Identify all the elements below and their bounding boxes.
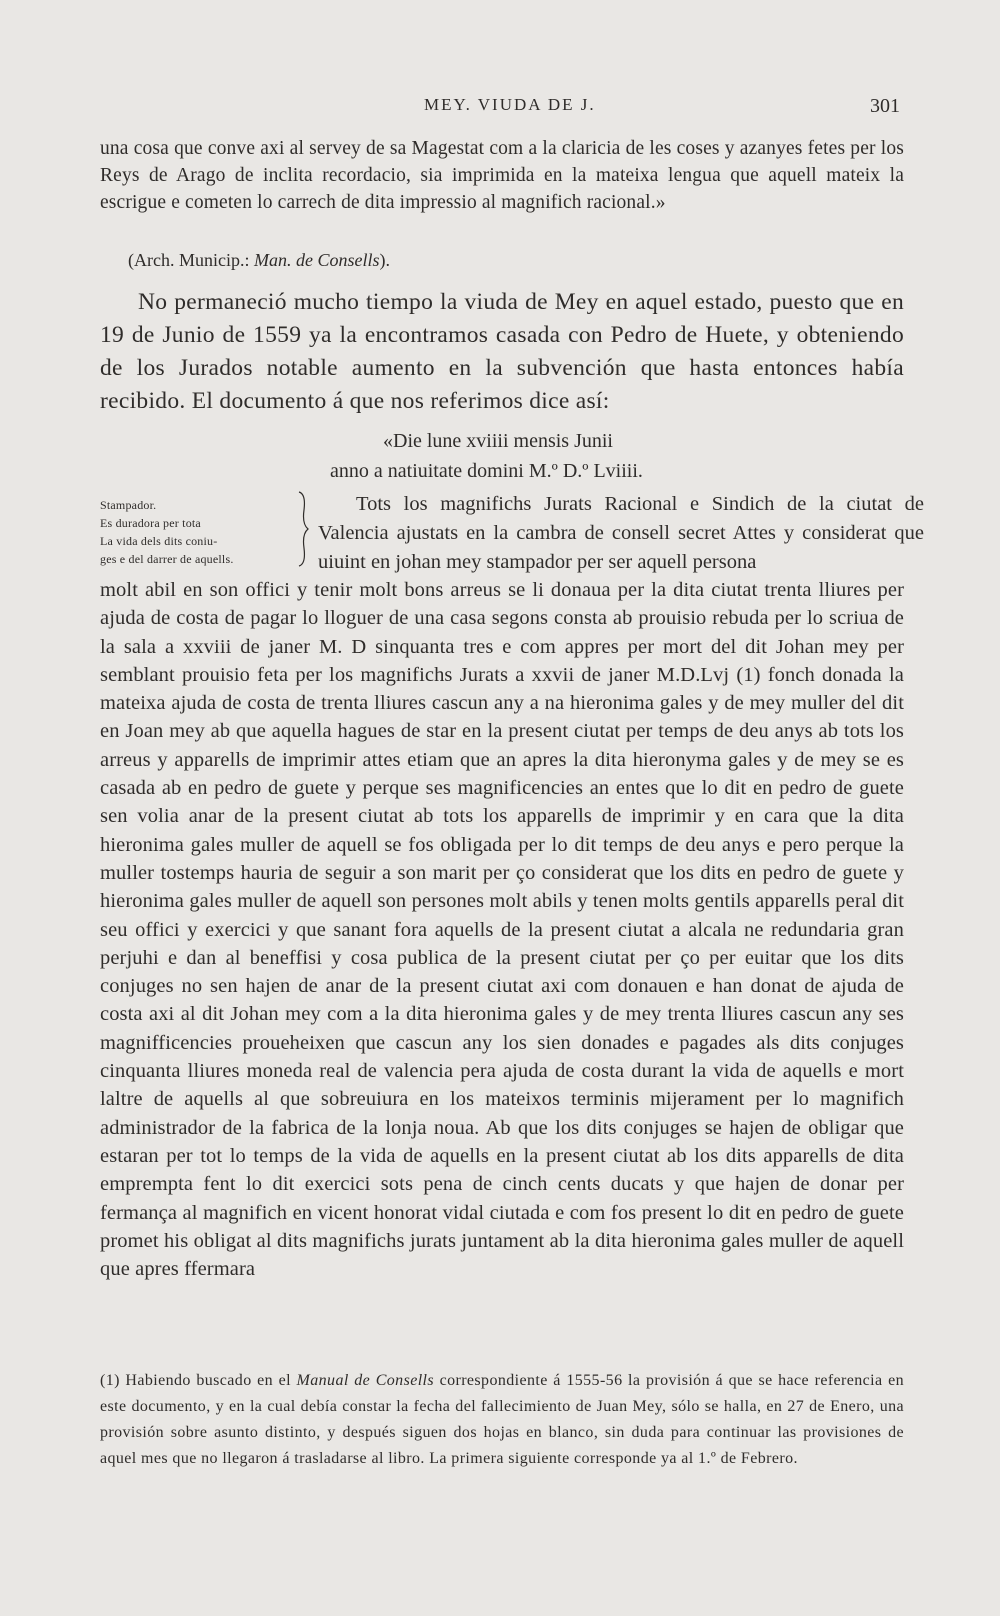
margin-note-line: ges e del darrer de aquells. xyxy=(100,552,234,566)
footnote-marker: (1) xyxy=(100,1372,120,1389)
document-heading-line-2: anno a natiuitate domini M.º D.º Lviiii. xyxy=(330,460,643,482)
body-paragraph: No permaneció mucho tiempo la viuda de Mey en aquel estado, puesto que en 19 de Junio de 1559 ya la encontramos casada con Pedro de Huete, y obteniendo de los Jurados notable aumento en la subvención que hasta entonces había recibido. El documento á que nos referimos dice así: xyxy=(100,289,904,414)
margin-note-line: La vida dels dits coniu- xyxy=(100,534,218,548)
footnote-title: Manual de Consells xyxy=(296,1372,435,1389)
citation-prefix: (Arch. Municip.: xyxy=(128,250,254,270)
running-head: MEY. VIUDA DE J. xyxy=(424,95,596,114)
document-heading-line-1: «Die lune xviiii mensis Junii xyxy=(383,430,613,452)
footnote xyxy=(100,1368,904,1472)
footnote-text: Habiendo buscado en el xyxy=(119,1372,297,1389)
document-body: molt abil en son offici y tenir molt bons arreus se li donaua per la dita ciutat trenta lliures per ajuda de costa de pagar lo lloguer de una casa segons consta ab prouisio rebuda per lo scriua de la sala a xxviii de janer M. D sinquanta tres e com appres per mort del dit Johan mey per semblant prouisio feta per los magnifichs Jurats a xxvii de janer M.D.Lvj (1) fonch donada la mateixa ajuda de costa de trenta lliures cascun any a na hieronima gales y de mey muller del dit en Joan mey ab que aquella hagues de star en la present ciutat per temps de deu anys ab tots los arreus y apparells de imprimir attes etiam que an apres la dita hieronyma gales y de mey se es casada ab en pedro de guete y perque ses magnificencies an entes que lo dit en pedro de guete sen volia anar de la present ciutat ab tots los apparells de imprimir y en cara que la dita hieronima gales muller de aquell se fos obligada per lo dit temps de deu anys e pero perque la muller tostemps hauria de seguir a son marit per ço considerat que los dits en pedro de guete y hieronima gales muller de aquell son persones molt abils y tenen molts gentils apparells peral dit seu offici y exercici y que sanant fora aquells de la present ciutat a alcala ne redundaria gran perjuhi e dan al beneffisi y cosa publica de la present ciutat per ço per euitar que los dits conjuges no sen hajen de anar de la present ciutat axi com donauen e han donat de ajuda de costa axi al dit Johan mey com a la dita hieronima gales y de mey trenta lliures cascun any ses magnifficencies proueheixen que cascun any los sien donades e pagades als dits conjuges cinquanta lliures moneda real de valencia pera ajuda de costa durant la vida de aquells e mort laltre de aquells al que sobreuiura en los mateixos terminis mijerament per lo magnifich administrador de la fabrica de la lonja noua. Ab que los dits conjuges se hajen de obligar que estaran per tot lo temps de la vida de aquells en la present ciutat ab los dits apparells de dita emprempta fent lo dit exercici sots pena de cinch cents ducats y que hajen de donar per fermança al magnifich en vicent honorat vidal ciutada e com fos present lo dit en pedro de guete promet his obligat al dits magnifichs jurats juntament ab la dita hieronima gales muller de aquell que apres ffermara xyxy=(100,579,904,1281)
citation-suffix: ). xyxy=(379,250,390,270)
margin-note-line: Stampador. xyxy=(100,498,157,512)
page-header xyxy=(100,95,900,119)
margin-brace xyxy=(296,490,310,568)
margin-note-line: Es duradora per tota xyxy=(100,516,201,530)
archive-citation xyxy=(128,250,932,271)
document-first-lines: Tots los magnifichs Jurats Racional e Sindich de la ciutat de Valencia ajustats en la cambra de consell secret Attes y considerat que uiuint en johan mey stampador per ser aquell persona xyxy=(318,493,924,573)
citation-title: Man. de Consells xyxy=(253,250,380,270)
footnote-text: correspondiente á 1555-56 la provisión á que se hace referencia en este documento, y en la cual debía constar la fecha del fallecimiento de Juan Mey, sólo se halla, en 27 de Enero, una provisión sobre asunto distinto, y después siguen dos hojas en blanco, sin duda para continuar las provisiones de aquel mes que no llegaron á trasladarse al libro. La primera siguiente corresponde ya al 1.º de Febrero. xyxy=(100,1372,904,1467)
quote-continuation: una cosa que conve axi al servey de sa Magestat com a la claricia de les coses y azanyes fetes per los Reys de Arago de inclita recordacio, sia imprimida en la mateixa lengua que aquell mateix la escrigue e cometen lo carrech de dita impressio al magnifich racional.» xyxy=(100,138,904,213)
page-number: 301 xyxy=(870,95,900,117)
margin-note xyxy=(100,496,276,568)
